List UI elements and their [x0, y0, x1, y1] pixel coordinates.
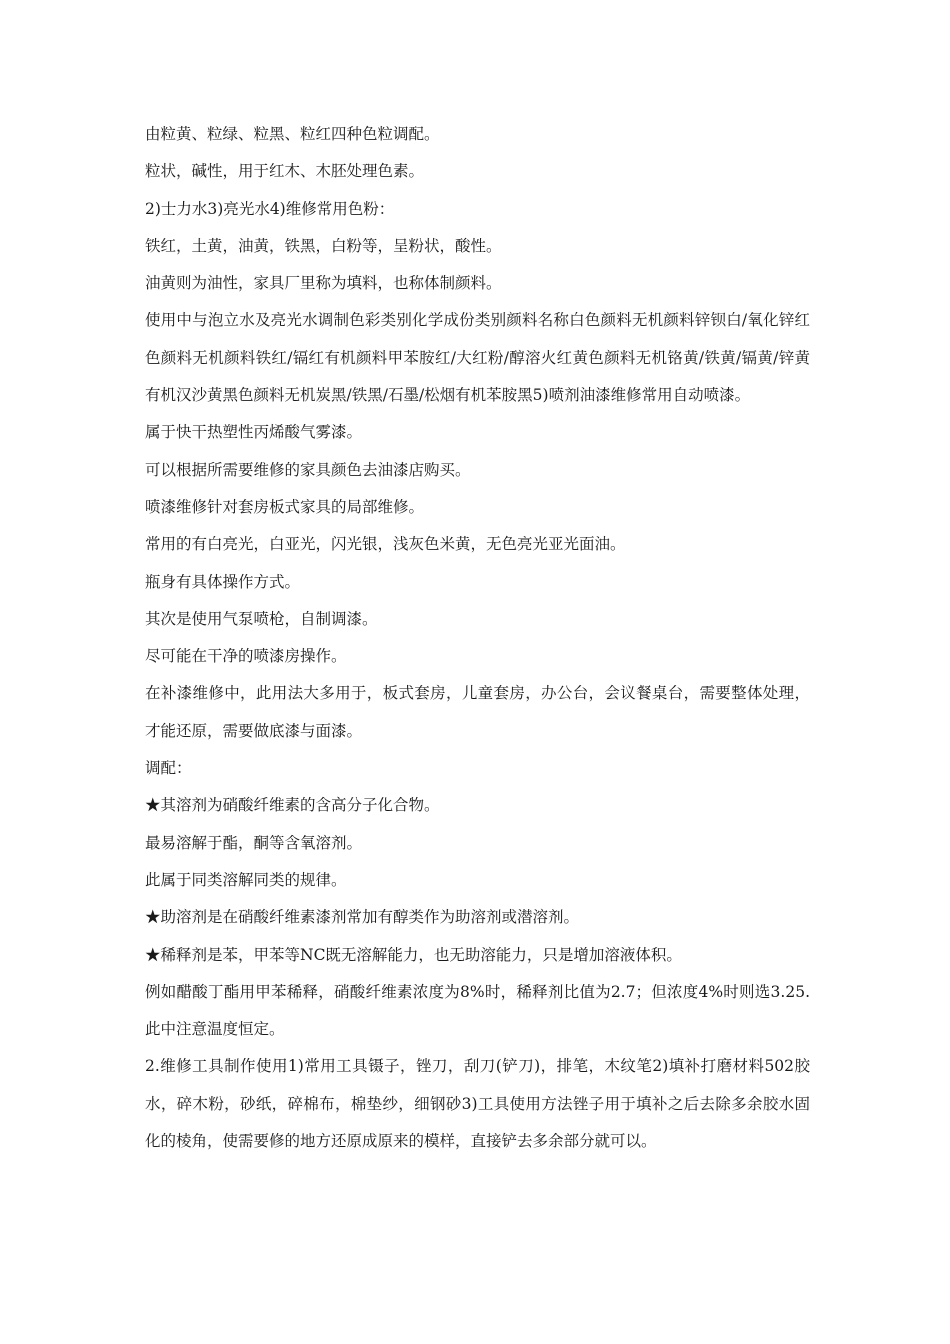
- paragraph: ★稀释剂是苯，甲苯等NC既无溶解能力，也无助溶能力，只是增加溶液体积。: [145, 945, 682, 964]
- paragraph: 尽可能在干净的喷漆房操作。: [145, 647, 347, 666]
- document-body: [145, 116, 810, 1160]
- paragraph: 铁红，土黄，油黄，铁黑，白粉等，呈粉状，酸性。: [145, 236, 502, 255]
- paragraph: 喷漆维修针对套房板式家具的局部维修。: [145, 497, 425, 516]
- paragraph: 由粒黄、粒绿、粒黑、粒红四种色粒调配。: [145, 125, 440, 143]
- paragraph: 最易溶解于酯，酮等含氧溶剂。: [145, 833, 363, 852]
- paragraph: 使用中与泡立水及亮光水调制色彩类别化学成份类别颜料名称白色颜料无机颜料锌钡白/氧化锌红色颜料无机颜料铁红/镉红有机颜料甲苯胺红/大红粉/醇溶火红黄色颜料无机铬黄/铁黄/镉黄/锌黄有机汉沙黄黑色颜料无机炭黑/铁黑/石墨/松烟有机苯胺黑5)喷剂油漆维修常用自动喷漆。: [145, 311, 810, 405]
- paragraph: 粒状，碱性，用于红木、木胚处理色素。: [145, 162, 425, 181]
- paragraph: 此属于同类溶解同类的规律。: [145, 870, 347, 889]
- paragraph: 油黄则为油性，家具厂里称为填料，也称体制颜料。: [145, 274, 502, 293]
- paragraph: 其次是使用气泵喷枪，自制调漆。: [145, 609, 378, 628]
- paragraph: ★助溶剂是在硝酸纤维素漆剂常加有醇类作为助溶剂或潜溶剂。: [145, 908, 580, 927]
- paragraph: 常用的有白亮光，白亚光，闪光银，浅灰色米黄，无色亮光亚光面油。: [145, 535, 626, 554]
- paragraph: 在补漆维修中，此用法大多用于，板式套房，儿童套房，办公台，会议餐桌台，需要整体处理，才能还原，需要做底漆与面漆。: [145, 684, 810, 740]
- paragraph: 可以根据所需要维修的家具颜色去油漆店购买。: [145, 460, 471, 479]
- paragraph: ★其溶剂为硝酸纤维素的含高分子化合物。: [145, 796, 440, 815]
- paragraph: 例如醋酸丁酯用甲苯稀释，硝酸纤维素浓度为8%时，稀释剂比值为2.7；但浓度4%时则选3.25.此中注意温度恒定。: [145, 982, 810, 1039]
- paragraph: 属于快干热塑性丙烯酸气雾漆。: [145, 423, 363, 442]
- paragraph: 瓶身有具体操作方式。: [145, 572, 301, 591]
- paragraph: 2)士力水3)亮光水4)维修常用色粉：: [145, 199, 395, 218]
- paragraph: 调配：: [145, 759, 192, 778]
- paragraph: 2.维修工具制作使用1)常用工具镊子，锉刀，刮刀(铲刀)，排笔，木纹笔2)填补打磨材料502胶水，碎木粉，砂纸，碎棉布，棉垫纱，细钢砂3)工具使用方法锉子用于填补之后去除多余胶水固化的棱角，使需要修的地方还原成原来的模样，直接铲去多余部分就可以。: [145, 1057, 810, 1151]
